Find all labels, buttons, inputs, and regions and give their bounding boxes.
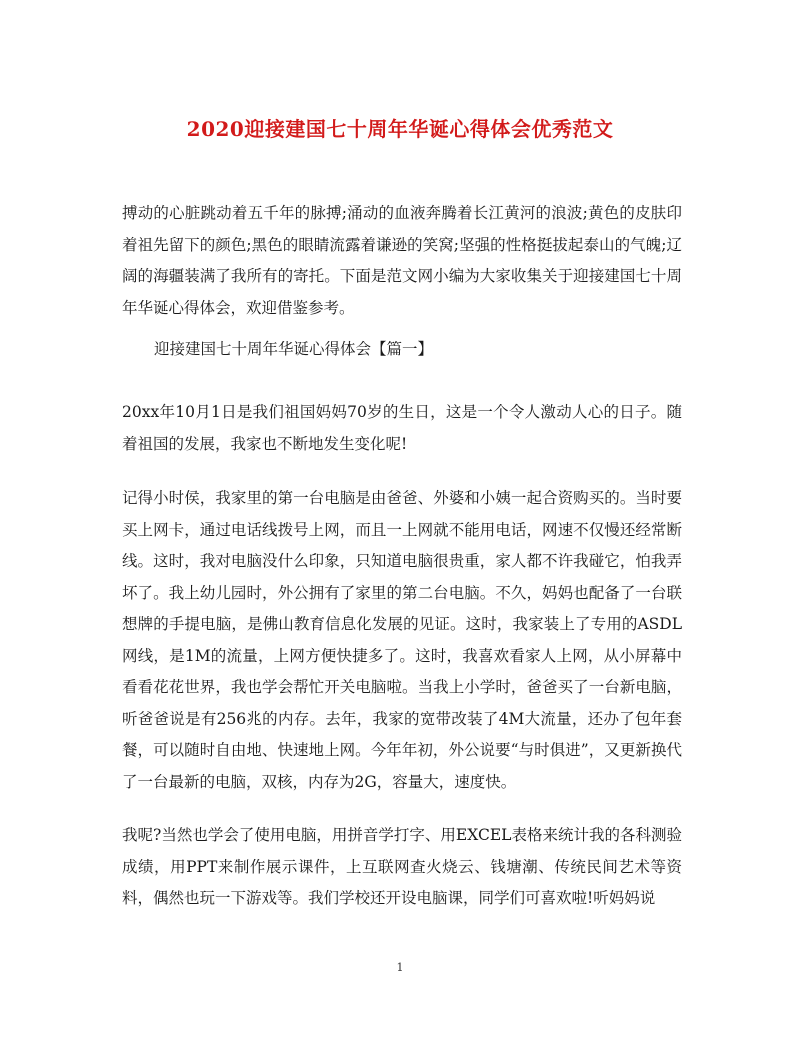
body-paragraph-2: 记得小时侯，我家里的第一台电脑是由爸爸、外婆和小姨一起合资购买的。当时要买上网卡，通过电话线拨号上网，而且一上网就不能用电话，网速不仅慢还经常断线。这时，我对电脑没什么印象，只知道电脑很贵重，家人都不许我碰它，怕我弄坏了。我上幼儿园时，外公拥有了家里的第二台电脑。不久，妈妈也配备了一台联想牌的手提电脑，是佛山教育信息化发展的见证。这时，我家装上了专用的ASDL网线，是1M的流量，上网方便快捷多了。这时，我喜欢看家人上网，从小屏幕中看看花花世界，我也学会帮忙开关电脑啦。当我上小学时，爸爸买了一台新电脑，听爸爸说是有256兆的内存。去年，我家的宽带改装了4M大流量，还办了包年套餐，可以随时自由地、快速地上网。今年年初，外公说要“与时俱进”，又更新换代了一台最新的电脑，双核，内存为2G，容量大，速度快。 [122, 489, 682, 791]
section-heading: 迎接建国七十周年华诞心得体会【篇一】 [154, 340, 434, 358]
body-paragraph-3: 我呢?当然也学会了使用电脑，用拼音学打字、用EXCEL表格来统计我的各科测验成绩，用PPT来制作展示课件，上互联网查火烧云、钱塘潮、传统民间艺术等资料，偶然也玩一下游戏等。我们学校还开设电脑课，同学们可喜欢啦!听妈妈说 [122, 826, 682, 907]
document-title: 2020迎接建国七十周年华诞心得体会优秀范文 [186, 117, 614, 141]
intro-paragraph: 搏动的心脏跳动着五千年的脉搏;涌动的血液奔腾着长江黄河的浪波;黄色的皮肤印着祖先留下的颜色;黑色的眼睛流露着谦逊的笑窝;坚强的性格挺拔起泰山的气魄;辽阔的海疆装满了我所有的寄托。下面是范文网小编为大家收集关于迎接建国七十周年华诞心得体会，欢迎借鉴参考。 [122, 204, 682, 317]
page-number: 1 [396, 961, 404, 974]
body-paragraph-1: 20xx年10月1日是我们祖国妈妈70岁的生日，这是一个令人激动人心的日子。随着祖国的发展，我家也不断地发生变化呢! [122, 403, 682, 453]
